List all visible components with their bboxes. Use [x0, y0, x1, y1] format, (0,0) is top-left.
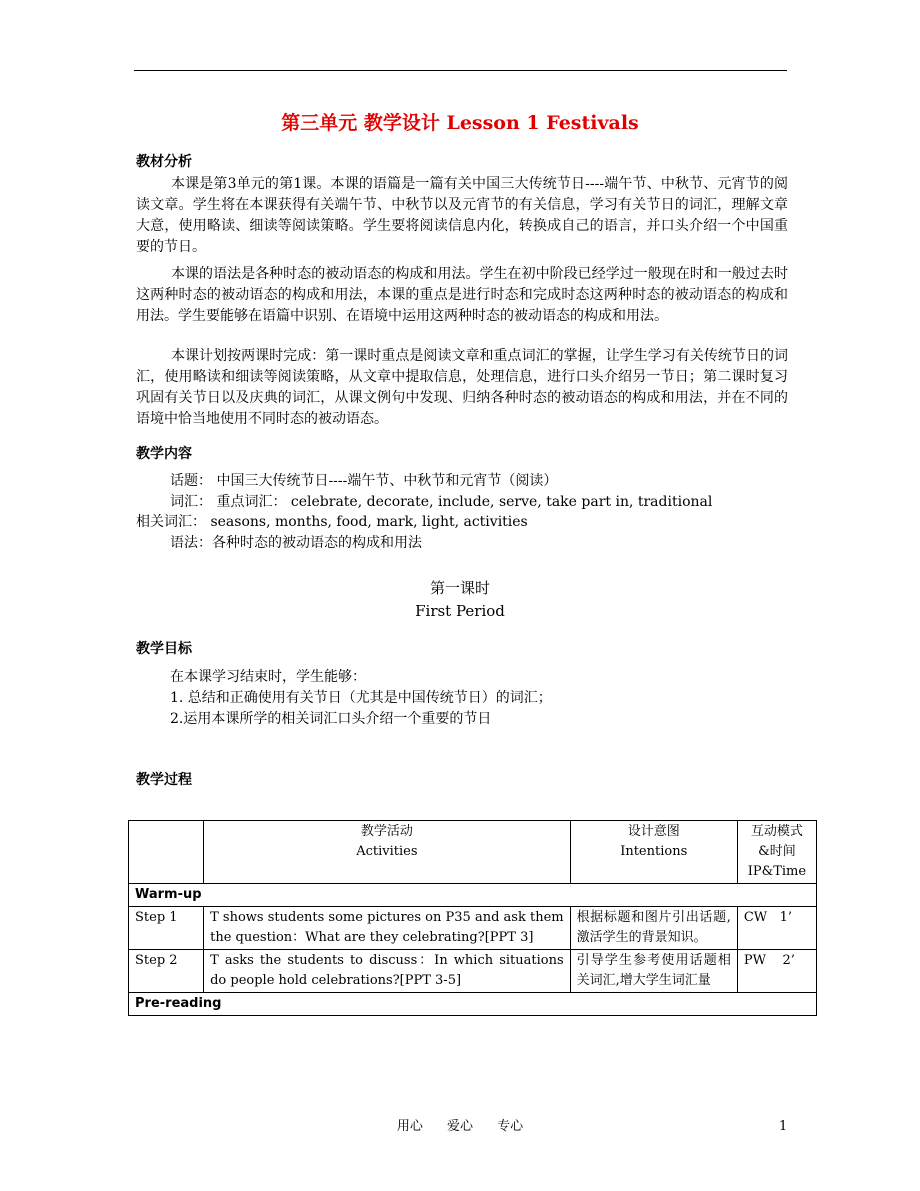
content-topic: 话题： 中国三大传统节日----端午节、中秋节和元宵节（阅读） [170, 473, 558, 489]
section-heading-process: 教学过程 [136, 772, 192, 788]
header-intentions-cn: 设计意图 [627, 824, 680, 839]
section-heading-content: 教学内容 [136, 446, 192, 462]
goal-item-1: 1. 总结和正确使用有关节日（尤其是中国传统节日）的词汇； [170, 690, 552, 706]
header-cell-mode [737, 821, 816, 884]
header-mode-line-3: IP&Time [747, 864, 807, 879]
page-title: 第三单元 教学设计 Lesson 1 Festivals [281, 112, 639, 134]
header-activities-cn: 教学活动 [360, 824, 413, 839]
step-mode: PW 2’ [737, 950, 816, 993]
header-mode-line-1: 互动模式 [750, 824, 803, 839]
section-prereading: Pre-reading [129, 993, 817, 1016]
step-activity: T asks the students to discuss：In which situations do people hold celebrations?[PPT 3-5] [204, 950, 571, 993]
section-heading-analysis: 教材分析 [136, 154, 192, 170]
header-mode-line-2: &时间 [758, 844, 796, 859]
analysis-paragraph-1: 本课是第3单元的第1课。本课的语篇是一篇有关中国三大传统节日----端午节、中秋节、元宵节的阅读文章。学生将在本课获得有关端午节、中秋节以及元宵节的有关信息，学习有关节日的词汇，理解文章大意，使用略读、细读等阅读策略。学生要将阅读信息内化，转换成自己的语言，并口头介绍一个中国重要的节日。 [136, 176, 788, 255]
process-table [128, 820, 817, 1016]
header-cell-activities [204, 821, 571, 884]
goal-item-2: 2.运用本课所学的相关词汇口头介绍一个重要的节日 [170, 711, 492, 727]
table-header-row [129, 821, 817, 884]
analysis-paragraph-2: 本课的语法是各种时态的被动语态的构成和用法。学生在初中阶段已经学过一般现在时和一般过去时这两种时态的被动语态的构成和用法，本课的重点是进行时态和完成时态这两种时态的被动语态的构成和用法。学生要能够在语篇中识别、在语境中运用这两种时态的被动语态的构成和用法。 [136, 266, 788, 324]
content-grammar: 语法：各种时态的被动语态的构成和用法 [170, 535, 422, 551]
header-cell-empty [129, 821, 204, 884]
step-activity: T shows students some pictures on P35 and ask them the question：What are they celebrating?[PPT 3] [204, 907, 571, 950]
step-intention: 根据标题和图片引出话题,激活学生的背景知识。 [570, 907, 737, 950]
header-activities-en: Activities [356, 844, 418, 859]
period-title-cn: 第一课时 [429, 579, 490, 597]
goals-intro: 在本课学习结束时，学生能够： [170, 669, 366, 685]
step-intention: 引导学生参考使用话题相关词汇,增大学生词汇量 [570, 950, 737, 993]
header-intentions-en: Intentions [620, 844, 688, 859]
content-related-vocab: 相关词汇： seasons, months, food, mark, light, activities [136, 514, 528, 530]
section-warmup: Warm-up [129, 884, 817, 907]
period-title-en: First Period [415, 602, 505, 620]
step-mode: CW 1’ [737, 907, 816, 950]
section-heading-goals: 教学目标 [136, 641, 192, 657]
header-cell-intentions [570, 821, 737, 884]
content-vocab: 词汇： 重点词汇： celebrate, decorate, include, serve, take part in, traditional [170, 494, 713, 510]
analysis-paragraph-3: 本课计划按两课时完成：第一课时重点是阅读文章和重点词汇的掌握，让学生学习有关传统节日的词汇，使用略读和细读等阅读策略，从文章中提取信息，处理信息，进行口头介绍另一节日；第二课时复习巩固有关节日以及庆典的词汇，从课文例句中发现、归纳各种时态的被动语态的构成和用法，并在不同的语境中恰当地使用不同时态的被动语态。 [136, 348, 788, 427]
step-label: Step 1 [129, 907, 204, 950]
step-label: Step 2 [129, 950, 204, 993]
table-row [129, 907, 817, 950]
table-row [129, 950, 817, 993]
table-section-row [129, 993, 817, 1016]
footer-motto: 用心 爱心 专心 [396, 1119, 524, 1134]
table-section-row [129, 884, 817, 907]
page-number: 1 [779, 1119, 788, 1134]
header-rule [134, 70, 787, 71]
